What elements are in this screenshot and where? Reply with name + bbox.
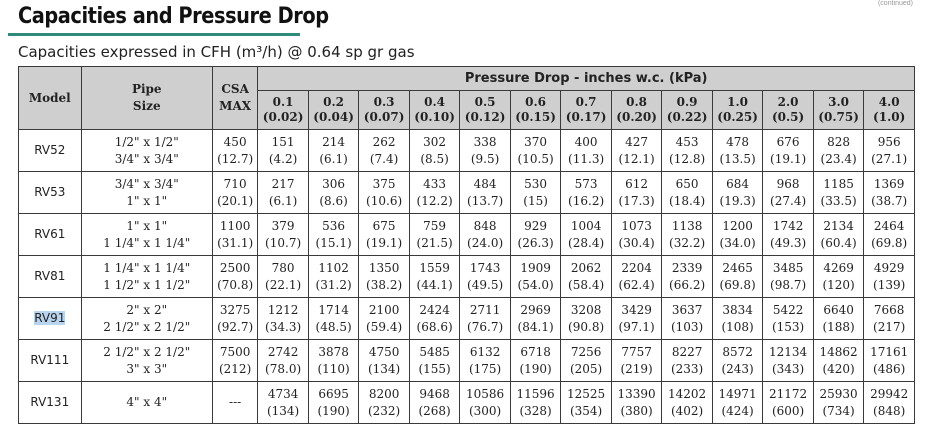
capacity-cell: 929 (26.3) [510, 214, 561, 256]
csa-max-cell: --- [212, 382, 257, 424]
capacity-cell: 214 (6.1) [308, 130, 359, 172]
capacity-cell: 1743 (49.5) [460, 256, 511, 298]
capacity-cell: 14202 (402) [662, 382, 713, 424]
csa-max-cell: 450 (12.7) [212, 130, 257, 172]
pipe-size-cell: 3/4" x 3/4" 1" x 1" [81, 172, 212, 214]
capacity-cell: 2465 (69.8) [712, 256, 763, 298]
capacity-cell: 433 (12.2) [409, 172, 460, 214]
capacity-cell: 956 (27.1) [864, 130, 915, 172]
table-row [19, 298, 915, 340]
header-pressure-6: 0.6 (0.15) [510, 91, 561, 130]
capacity-cell: 1200 (34.0) [712, 214, 763, 256]
capacity-cell: 4269 (120) [813, 256, 864, 298]
csa-max-cell: 1100 (31.1) [212, 214, 257, 256]
pipe-size-cell: 1 1/4" x 1 1/4" 1 1/2" x 1 1/2" [81, 256, 212, 298]
page-title: Capacities and Pressure Drop [18, 4, 329, 29]
capacity-cell: 4929 (139) [864, 256, 915, 298]
capacity-cell: 530 (15) [510, 172, 561, 214]
header-pressure-9: 0.9 (0.22) [662, 91, 713, 130]
capacity-cell: 12134 (343) [763, 340, 814, 382]
pipe-size-cell: 4" x 4" [81, 382, 212, 424]
table-row [19, 256, 915, 298]
model-cell: RV91 [19, 298, 82, 340]
capacity-cell: 338 (9.5) [460, 130, 511, 172]
csa-max-cell: 710 (20.1) [212, 172, 257, 214]
capacity-cell: 29942 (848) [864, 382, 915, 424]
capacity-cell: 1102 (31.2) [308, 256, 359, 298]
capacity-cell: 3637 (103) [662, 298, 713, 340]
capacity-cell: 536 (15.1) [308, 214, 359, 256]
capacity-cell: 427 (12.1) [611, 130, 662, 172]
title-underline [8, 33, 300, 36]
capacity-cell: 6695 (190) [308, 382, 359, 424]
capacity-cell: 1004 (28.4) [561, 214, 612, 256]
capacity-cell: 676 (19.1) [763, 130, 814, 172]
capacity-cell: 1212 (34.3) [258, 298, 309, 340]
capacity-cell: 1742 (49.3) [763, 214, 814, 256]
capacity-cell: 1073 (30.4) [611, 214, 662, 256]
capacity-cell: 1350 (38.2) [359, 256, 410, 298]
capacity-cell: 7256 (205) [561, 340, 612, 382]
capacity-cell: 5422 (153) [763, 298, 814, 340]
model-cell: RV81 [19, 256, 82, 298]
table-row [19, 172, 915, 214]
capacity-cell: 2062 (58.4) [561, 256, 612, 298]
model-cell: RV131 [19, 382, 82, 424]
capacity-cell: 2100 (59.4) [359, 298, 410, 340]
capacity-cell: 8200 (232) [359, 382, 410, 424]
header-pressure-3: 0.3 (0.07) [359, 91, 410, 130]
capacity-cell: 1559 (44.1) [409, 256, 460, 298]
header-pressure-8: 0.8 (0.20) [611, 91, 662, 130]
capacity-cell: 11596 (328) [510, 382, 561, 424]
capacity-cell: 2339 (66.2) [662, 256, 713, 298]
header-pressure-10: 1.0 (0.25) [712, 91, 763, 130]
header-pressure-2: 0.2 (0.04) [308, 91, 359, 130]
header-pressure-11: 2.0 (0.5) [763, 91, 814, 130]
capacity-cell: 12525 (354) [561, 382, 612, 424]
pipe-size-cell: 1/2" x 1/2" 3/4" x 3/4" [81, 130, 212, 172]
csa-max-cell: 2500 (70.8) [212, 256, 257, 298]
capacity-cell: 14862 (420) [813, 340, 864, 382]
capacity-cell: 2711 (76.7) [460, 298, 511, 340]
capacity-cell: 1138 (32.2) [662, 214, 713, 256]
capacity-cell: 2464 (69.8) [864, 214, 915, 256]
capacity-cell: 400 (11.3) [561, 130, 612, 172]
capacity-cell: 2742 (78.0) [258, 340, 309, 382]
capacity-cell: 7668 (217) [864, 298, 915, 340]
capacity-cell: 5485 (155) [409, 340, 460, 382]
header-pipe-size: Pipe Size [81, 67, 212, 130]
capacity-cell: 7757 (219) [611, 340, 662, 382]
capacity-cell: 780 (22.1) [258, 256, 309, 298]
capacity-cell: 4734 (134) [258, 382, 309, 424]
capacity-cell: 968 (27.4) [763, 172, 814, 214]
model-cell: RV61 [19, 214, 82, 256]
capacity-cell: 13390 (380) [611, 382, 662, 424]
header-pressure-4: 0.4 (0.10) [409, 91, 460, 130]
capacity-cell: 3878 (110) [308, 340, 359, 382]
header-pressure-7: 0.7 (0.17) [561, 91, 612, 130]
header-pressure-13: 4.0 (1.0) [864, 91, 915, 130]
capacity-cell: 1714 (48.5) [308, 298, 359, 340]
capacity-cell: 2204 (62.4) [611, 256, 662, 298]
capacity-cell: 2424 (68.6) [409, 298, 460, 340]
capacity-cell: 25930 (734) [813, 382, 864, 424]
header-pressure-5: 0.5 (0.12) [460, 91, 511, 130]
capacity-cell: 3485 (98.7) [763, 256, 814, 298]
table-row [19, 130, 915, 172]
capacity-cell: 453 (12.8) [662, 130, 713, 172]
pipe-size-cell: 1" x 1" 1 1/4" x 1 1/4" [81, 214, 212, 256]
capacity-cell: 10586 (300) [460, 382, 511, 424]
capacity-cell: 650 (18.4) [662, 172, 713, 214]
capacity-cell: 573 (16.2) [561, 172, 612, 214]
table-row [19, 214, 915, 256]
capacity-cell: 262 (7.4) [359, 130, 410, 172]
pipe-size-cell: 2" x 2" 2 1/2" x 2 1/2" [81, 298, 212, 340]
page-subtitle: Capacities expressed in CFH (m³/h) @ 0.64 sp gr gas [18, 43, 415, 61]
header-csa-max: CSA MAX [212, 67, 257, 130]
model-cell: RV111 [19, 340, 82, 382]
table-row [19, 382, 915, 424]
capacity-cell: 612 (17.3) [611, 172, 662, 214]
pipe-size-cell: 2 1/2" x 2 1/2" 3" x 3" [81, 340, 212, 382]
header-pressure-drop: Pressure Drop - inches w.c. (kPa) [258, 67, 915, 91]
capacity-cell: 1369 (38.7) [864, 172, 915, 214]
capacity-cell: 684 (19.3) [712, 172, 763, 214]
header-pressure-12: 3.0 (0.75) [813, 91, 864, 130]
header-model: Model [19, 67, 82, 130]
capacity-cell: 4750 (134) [359, 340, 410, 382]
model-cell: RV53 [19, 172, 82, 214]
header-pressure-1: 0.1 (0.02) [258, 91, 309, 130]
capacity-cell: 1909 (54.0) [510, 256, 561, 298]
capacity-cell: 1185 (33.5) [813, 172, 864, 214]
capacity-cell: 8227 (233) [662, 340, 713, 382]
capacity-cell: 478 (13.5) [712, 130, 763, 172]
capacity-cell: 675 (19.1) [359, 214, 410, 256]
model-cell: RV52 [19, 130, 82, 172]
capacity-cell: 302 (8.5) [409, 130, 460, 172]
capacity-cell: 379 (10.7) [258, 214, 309, 256]
capacity-cell: 9468 (268) [409, 382, 460, 424]
capacity-cell: 21172 (600) [763, 382, 814, 424]
capacity-cell: 306 (8.6) [308, 172, 359, 214]
csa-max-cell: 7500 (212) [212, 340, 257, 382]
capacity-cell: 6718 (190) [510, 340, 561, 382]
capacity-cell: 3429 (97.1) [611, 298, 662, 340]
capacity-cell: 3834 (108) [712, 298, 763, 340]
capacity-cell: 759 (21.5) [409, 214, 460, 256]
csa-max-cell: 3275 (92.7) [212, 298, 257, 340]
capacities-table [18, 66, 915, 424]
capacity-cell: 3208 (90.8) [561, 298, 612, 340]
capacity-cell: 484 (13.7) [460, 172, 511, 214]
capacity-cell: 375 (10.6) [359, 172, 410, 214]
capacity-cell: 151 (4.2) [258, 130, 309, 172]
capacity-cell: 828 (23.4) [813, 130, 864, 172]
capacity-cell: 8572 (243) [712, 340, 763, 382]
capacity-cell: 2134 (60.4) [813, 214, 864, 256]
capacity-cell: 6640 (188) [813, 298, 864, 340]
table-row [19, 340, 915, 382]
capacity-cell: 6132 (175) [460, 340, 511, 382]
capacity-cell: 17161 (486) [864, 340, 915, 382]
capacity-cell: 14971 (424) [712, 382, 763, 424]
capacity-cell: 848 (24.0) [460, 214, 511, 256]
capacity-cell: 370 (10.5) [510, 130, 561, 172]
page-header-note: (continued) [877, 0, 913, 7]
capacity-cell: 2969 (84.1) [510, 298, 561, 340]
capacity-cell: 217 (6.1) [258, 172, 309, 214]
